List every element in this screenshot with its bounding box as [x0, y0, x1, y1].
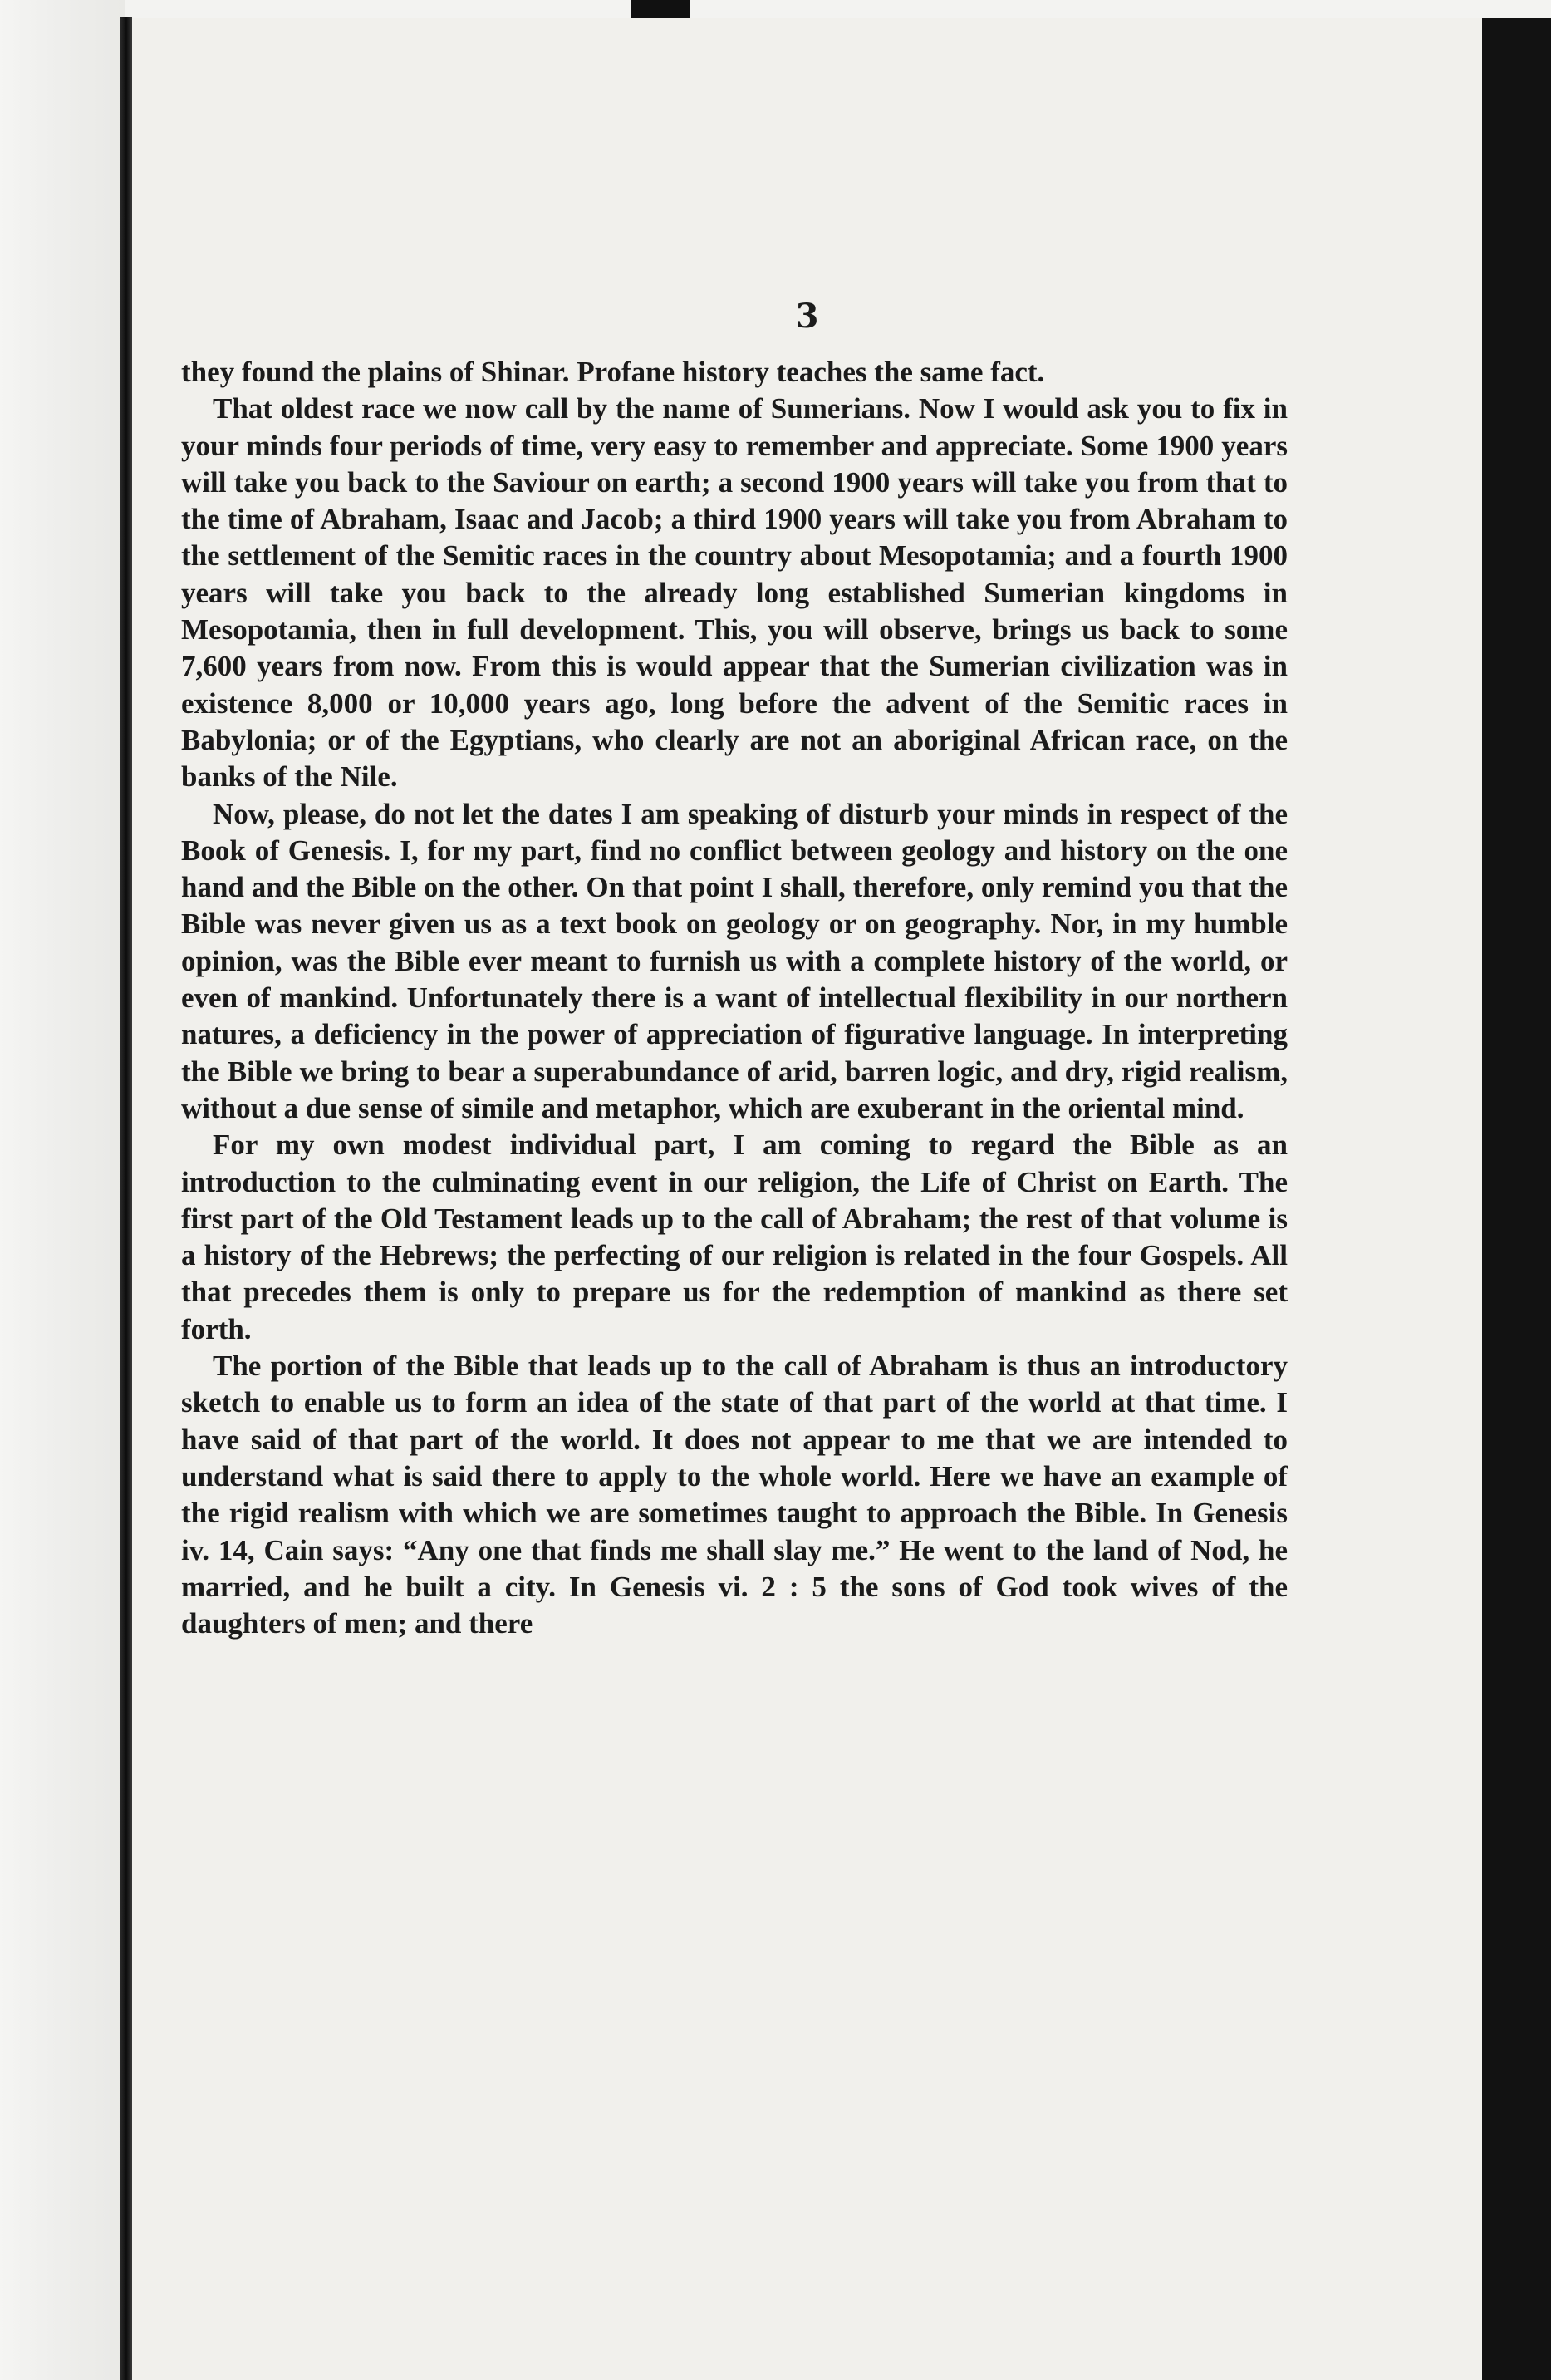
- paragraph: The portion of the Bible that leads up to the call of Abraham is thus an introductory sketch to enable us to form an idea of the state of that part of the world at that time. I have said of that part of the world. It does not appear to me that we are intended to understand what is said there to apply to the whole world. Here we have an example of the rigid realism with which we are sometimes taught to approach the Bible. In Genesis iv. 14, Cain says: “Any one that finds me shall slay me.” He went to the land of Nod, he married, and he built a city. In Genesis vi. 2 : 5 the sons of God took wives of the daughters of men; and there: [181, 1350, 1288, 1640]
- paragraph: they found the plains of Shinar. Profane history teaches the same fact.: [181, 356, 1045, 388]
- body-text: [181, 354, 1288, 1642]
- paragraph: Now, please, do not let the dates I am speaking of disturb your minds in respect of the Book of Genesis. I, for my part, find no conflict between geology and history on the one hand and the Bible on the other. On that point I shall, therefore, only remind you that the Bible was never given us as a text book on geology or on geography. Nor, in my humble opinion, was the Bible ever meant to furnish us with a complete history of the world, or even of mankind. Unfortunately there is a want of intellectual flexibility in our northern natures, a deficiency in the power of appreciation of figurative language. In interpreting the Bible we bring to bear a superabundance of arid, barren logic, and dry, rigid realism, without a due sense of simile and metaphor, which are exuberant in the oriental mind.: [181, 797, 1288, 1124]
- scan-top-border: [0, 0, 1551, 20]
- facing-page-margin: [0, 0, 125, 2380]
- book-binding-shadow: [120, 17, 132, 2380]
- page-number: 3: [795, 297, 819, 336]
- scan-top-gap: [631, 0, 690, 20]
- scan-right-border: [1482, 18, 1551, 2380]
- paragraph: For my own modest individual part, I am coming to regard the Bible as an introduction to the culminating event in our religion, the Life of Christ on Earth. The first part of the Old Testament leads up to the call of Abraham; the rest of that volume is a history of the Hebrews; the perfecting of our religion is related in the four Gospels. All that precedes them is only to prepare us for the redemption of mankind as there set forth.: [181, 1129, 1288, 1345]
- paragraph: That oldest race we now call by the name of Sumerians. Now I would ask you to fix in your minds four periods of time, very easy to remember and appreciate. Some 1900 years will take you back to the Saviour on earth; a second 1900 years will take you from that to the time of Abraham, Isaac and Jacob; a third 1900 years will take you from Abraham to the settlement of the Semitic races in the country about Mesopotamia; and a fourth 1900 years will take you back to the already long established Sumerian kingdoms in Mesopotamia, then in full development. This, you will observe, brings us back to some 7,600 years from now. From this is would appear that the Sumerian civilization was in existence 8,000 or 10,000 years ago, long before the advent of the Semitic races in Babylonia; or of the Egyptians, who clearly are not an aboriginal African race, on the banks of the Nile.: [181, 392, 1288, 794]
